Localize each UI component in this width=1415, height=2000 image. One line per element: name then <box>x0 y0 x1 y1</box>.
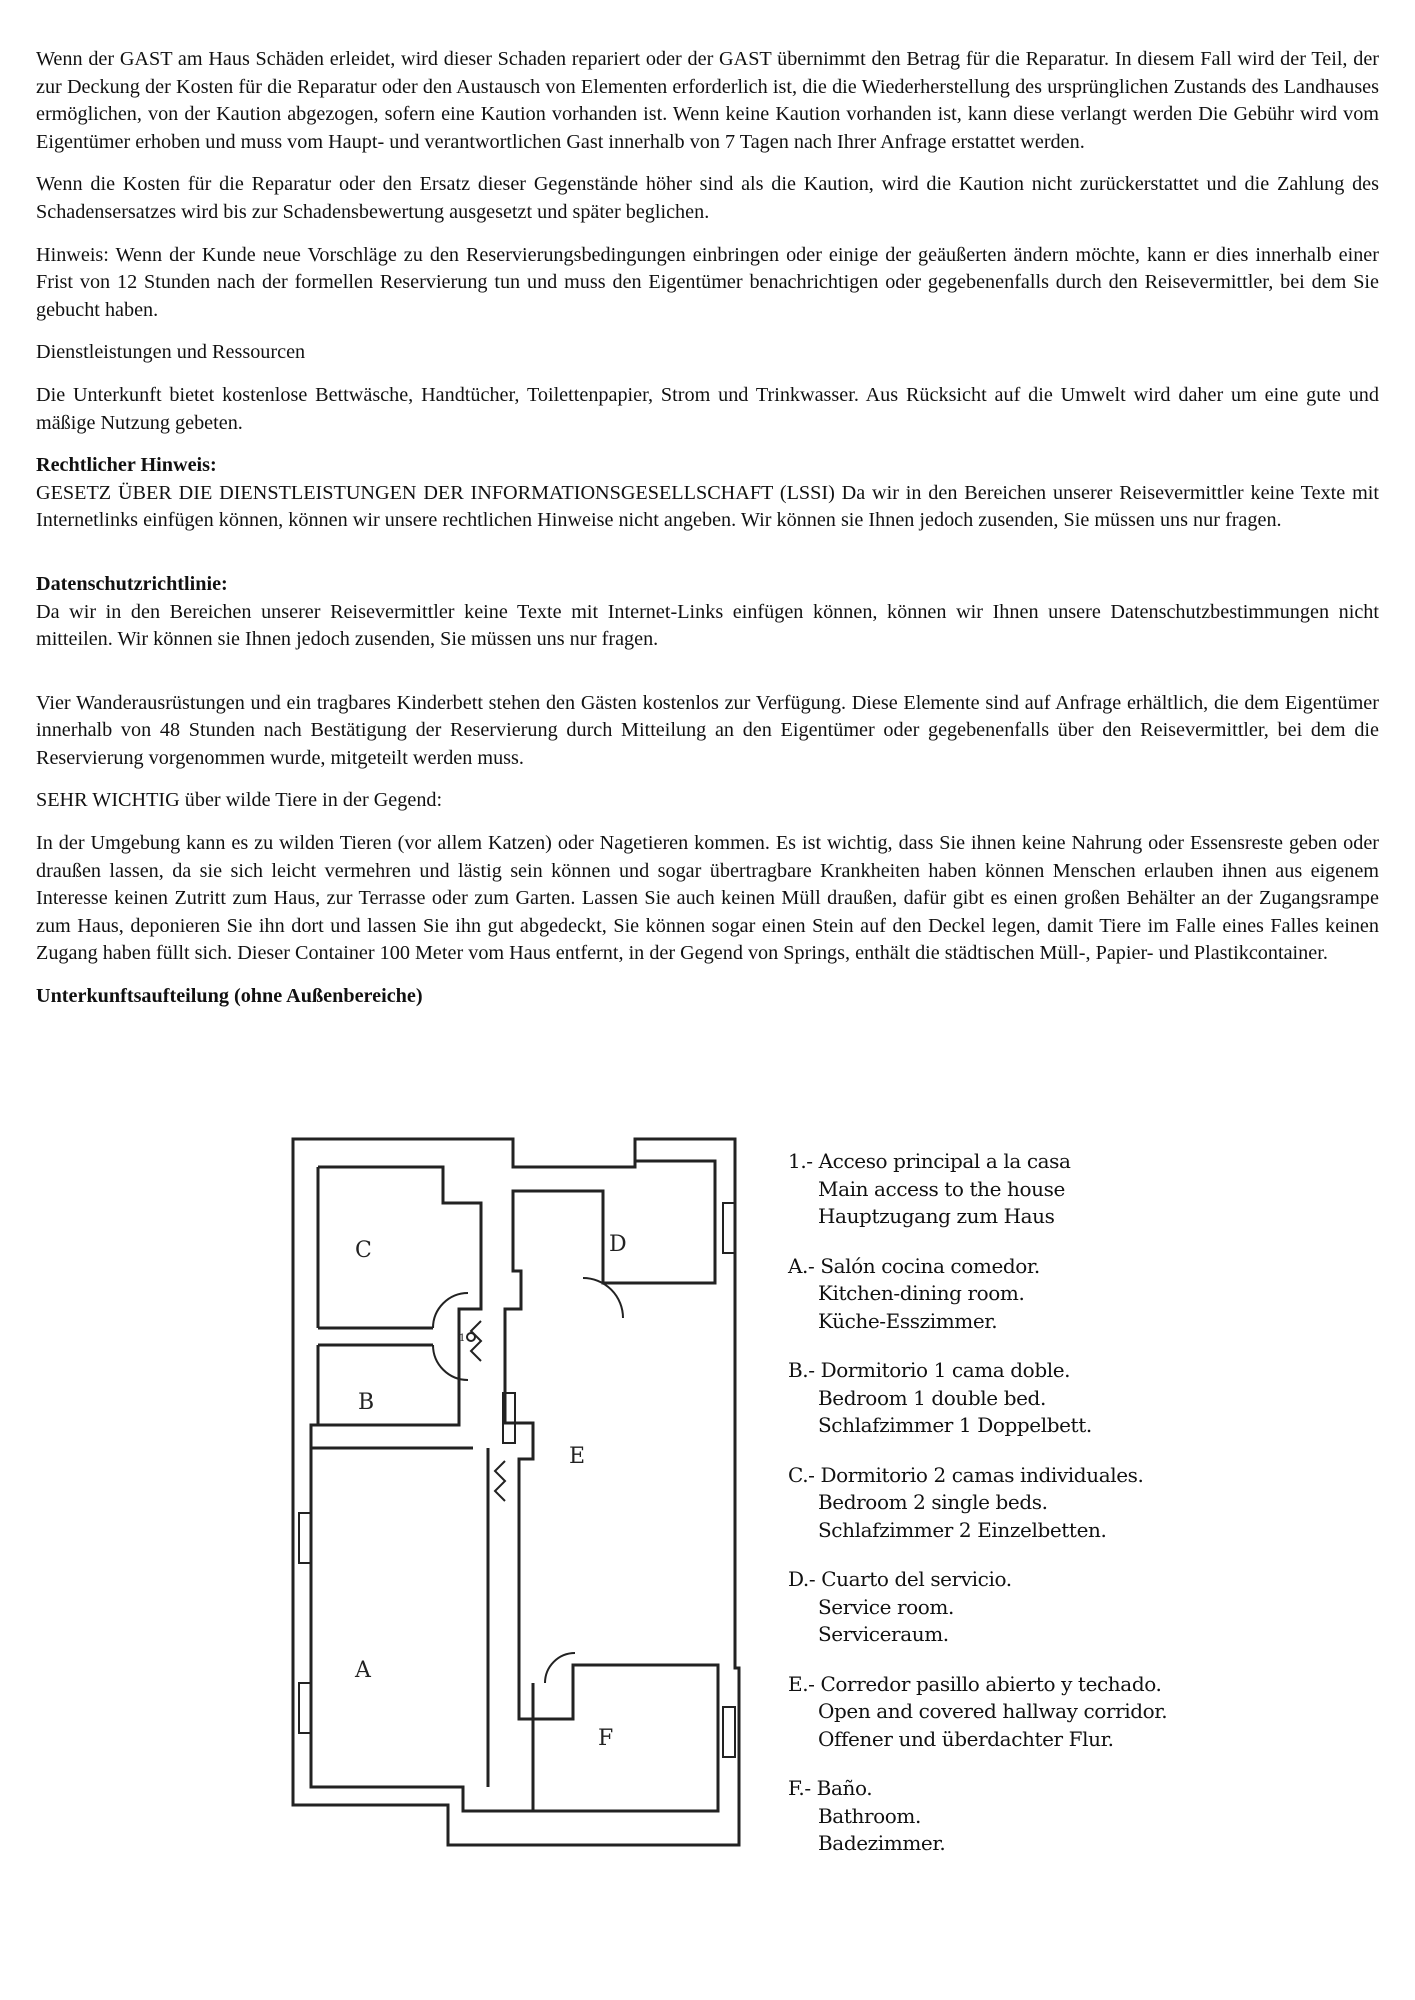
floor-plan <box>283 1123 763 1867</box>
room-label-c: C <box>355 1238 372 1263</box>
room-label-e: E <box>569 1444 586 1469</box>
document-body <box>36 46 1379 1011</box>
window-a-bottom <box>299 1683 311 1733</box>
window-f <box>723 1707 735 1757</box>
legend-entry-a: A.- Salón cocina comedor. Kitchen-dining room. Küche-Esszimmer. <box>788 1253 1040 1333</box>
door-arc-f <box>545 1653 575 1683</box>
legend-entry-e: E.- Corredor pasillo abierto y techado. Open and covered hallway corridor. Offener und überdachter Flur. <box>788 1671 1168 1751</box>
legend-entry-b: B.- Dormitorio 1 cama doble. Bedroom 1 double bed. Schlafzimmer 1 Doppelbett. <box>788 1358 1092 1437</box>
paragraph-services: Die Unterkunft bietet kostenlose Bettwäsche, Handtücher, Toilettenpapier, Strom und Trinkwasser. Aus Rücksicht auf die Umwelt wird daher um eine gute und mäßige Nutzung gebeten. <box>36 383 1379 434</box>
paragraph-damage: Wenn der GAST am Haus Schäden erleidet, wird dieser Schaden repariert oder der GAST übernimmt den Betrag für die Reparatur. In diesem Fall wird der Teil, der zur Deckung der Kosten für die Reparatur oder den Austausch von Elementen erforderlich ist, die die Wiederherstellung des ursprünglichen Zustands des Landhauses ermöglichen, von der Kaution abgezogen, sofern eine Kaution vorhanden ist. Wenn keine Kaution vorhanden ist, kann diese verlangt werden Die Gebühr wird vom Eigentümer erhoben und muss vom Haupt- und verantwortlichen Gast innerhalb von 7 Tagen nach Ihrer Anfrage erstattet werden. <box>36 48 1379 153</box>
entrance-label: 1 <box>459 1333 466 1344</box>
entrance-marker <box>467 1333 475 1341</box>
floor-plan-legend <box>788 1148 1248 1880</box>
corridor-zigzag <box>495 1461 505 1501</box>
wildlife-heading: SEHR WICHTIG über wilde Tiere in der Gegend: <box>36 789 443 812</box>
legal-section <box>36 452 1379 535</box>
paragraph-services-heading: Dienstleistungen und Ressourcen <box>36 341 306 364</box>
legend-entry-d: D.- Cuarto del servicio. Service room. Serviceraum. <box>788 1567 1012 1646</box>
privacy-text: Da wir in den Bereichen unserer Reisevermittler keine Texte mit Internet-Links einfügen können, können wir Ihnen unsere Datenschutzbestimmungen nicht mitteilen. Wir können sie Ihnen jedoch zusenden, Sie müssen uns nur fragen. <box>36 600 1379 651</box>
room-label-b: B <box>358 1390 375 1415</box>
paragraph-wildlife: In der Umgebung kann es zu wilden Tieren (vor allem Katzen) oder Nagetieren kommen. Es ist wichtig, dass Sie ihnen keine Nahrung oder Essensreste geben oder draußen lassen, da sie sich leicht vermehren und lästig sein können und sogar übertragbare Krankheiten haben können Menschen erlauben ihnen aus eigenem Interesse keinen Zutritt zum Haus, zur Terrasse oder zum Garten. Lassen Sie auch keinen Müll draußen, dafür gibt es einen großen Behälter an der Zugangsrampe zum Haus, deponieren Sie ihn dort und lassen Sie ihn gut abgedeckt, Sie können sogar einen Stein auf den Deckel legen, damit Tiere im Falle eines Falles keinen Zugang haben füllt sich. Dieser Container 100 Meter vom Haus entfernt, in der Gegend von Springs, enthält die städtischen Müll-, Papier- und Plastikcontainer. <box>36 832 1379 965</box>
legend-entry-c: C.- Dormitorio 2 camas individuales. Bedroom 2 single beds. Schlafzimmer 2 Einzelbetten. <box>788 1462 1144 1542</box>
door-arc-b <box>433 1345 468 1380</box>
inner-wall-outline <box>311 1161 718 1811</box>
legend-entry-f: F.- Baño. Bathroom. Badezimmer. <box>788 1776 946 1855</box>
privacy-heading: Datenschutzrichtlinie: <box>36 572 228 595</box>
room-label-d: D <box>609 1232 627 1257</box>
room-label-a: A <box>355 1658 371 1683</box>
legend-entry-1: 1.- Acceso principal a la casa Main access to the house Hauptzugang zum Haus <box>788 1149 1071 1228</box>
legal-heading: Rechtlicher Hinweis: <box>36 454 217 477</box>
paragraph-equipment: Vier Wanderausrüstungen und ein tragbares Kinderbett stehen den Gästen kostenlos zur Verfügung. Diese Elemente sind auf Anfrage erhältlich, die dem Eigentümer innerhalb von 48 Stunden nach Bestätigung der Reservierung durch Mitteilung an den Eigentümer oder gegebenenfalls über den Reisevermittler, bei dem die Reservierung vorgenommen wurde, mitgeteilt werden muss. <box>36 691 1379 769</box>
room-label-f: F <box>598 1726 614 1751</box>
paragraph-note: Hinweis: Wenn der Kunde neue Vorschläge zu den Reservierungsbedingungen einbringen oder einige der geäußerten ändern möchte, kann er dies innerhalb einer Frist von 12 Stunden nach der formellen Reservierung tun und muss den Eigentümer benachrichtigen oder gegebenenfalls durch den Reisevermittler, bei dem Sie gebucht haben. <box>36 243 1379 321</box>
paragraph-damage-costs: Wenn die Kosten für die Reparatur oder den Ersatz dieser Gegenstände höher sind als die Kaution, wird die Kaution nicht zurückerstattet und die Zahlung des Schadensersatzes wird bis zur Schadensbewertung ausgesetzt und später beglichen. <box>36 173 1379 223</box>
window-a-top <box>299 1513 311 1563</box>
legal-text: GESETZ ÜBER DIE DIENSTLEISTUNGEN DER INFORMATIONSGESELLSCHAFT (LSSI) Da wir in den Bereichen unserer Reisevermittler keine Texte mit Internetlinks einfügen können, können wir unsere rechtlichen Hinweise nicht angeben. Wir können sie Ihnen jedoch zusenden, Sie müssen uns nur fragen. <box>36 481 1379 532</box>
window-d <box>723 1203 735 1253</box>
layout-heading: Unterkunftsaufteilung (ohne Außenbereiche) <box>36 985 423 1008</box>
privacy-section <box>36 571 1379 654</box>
